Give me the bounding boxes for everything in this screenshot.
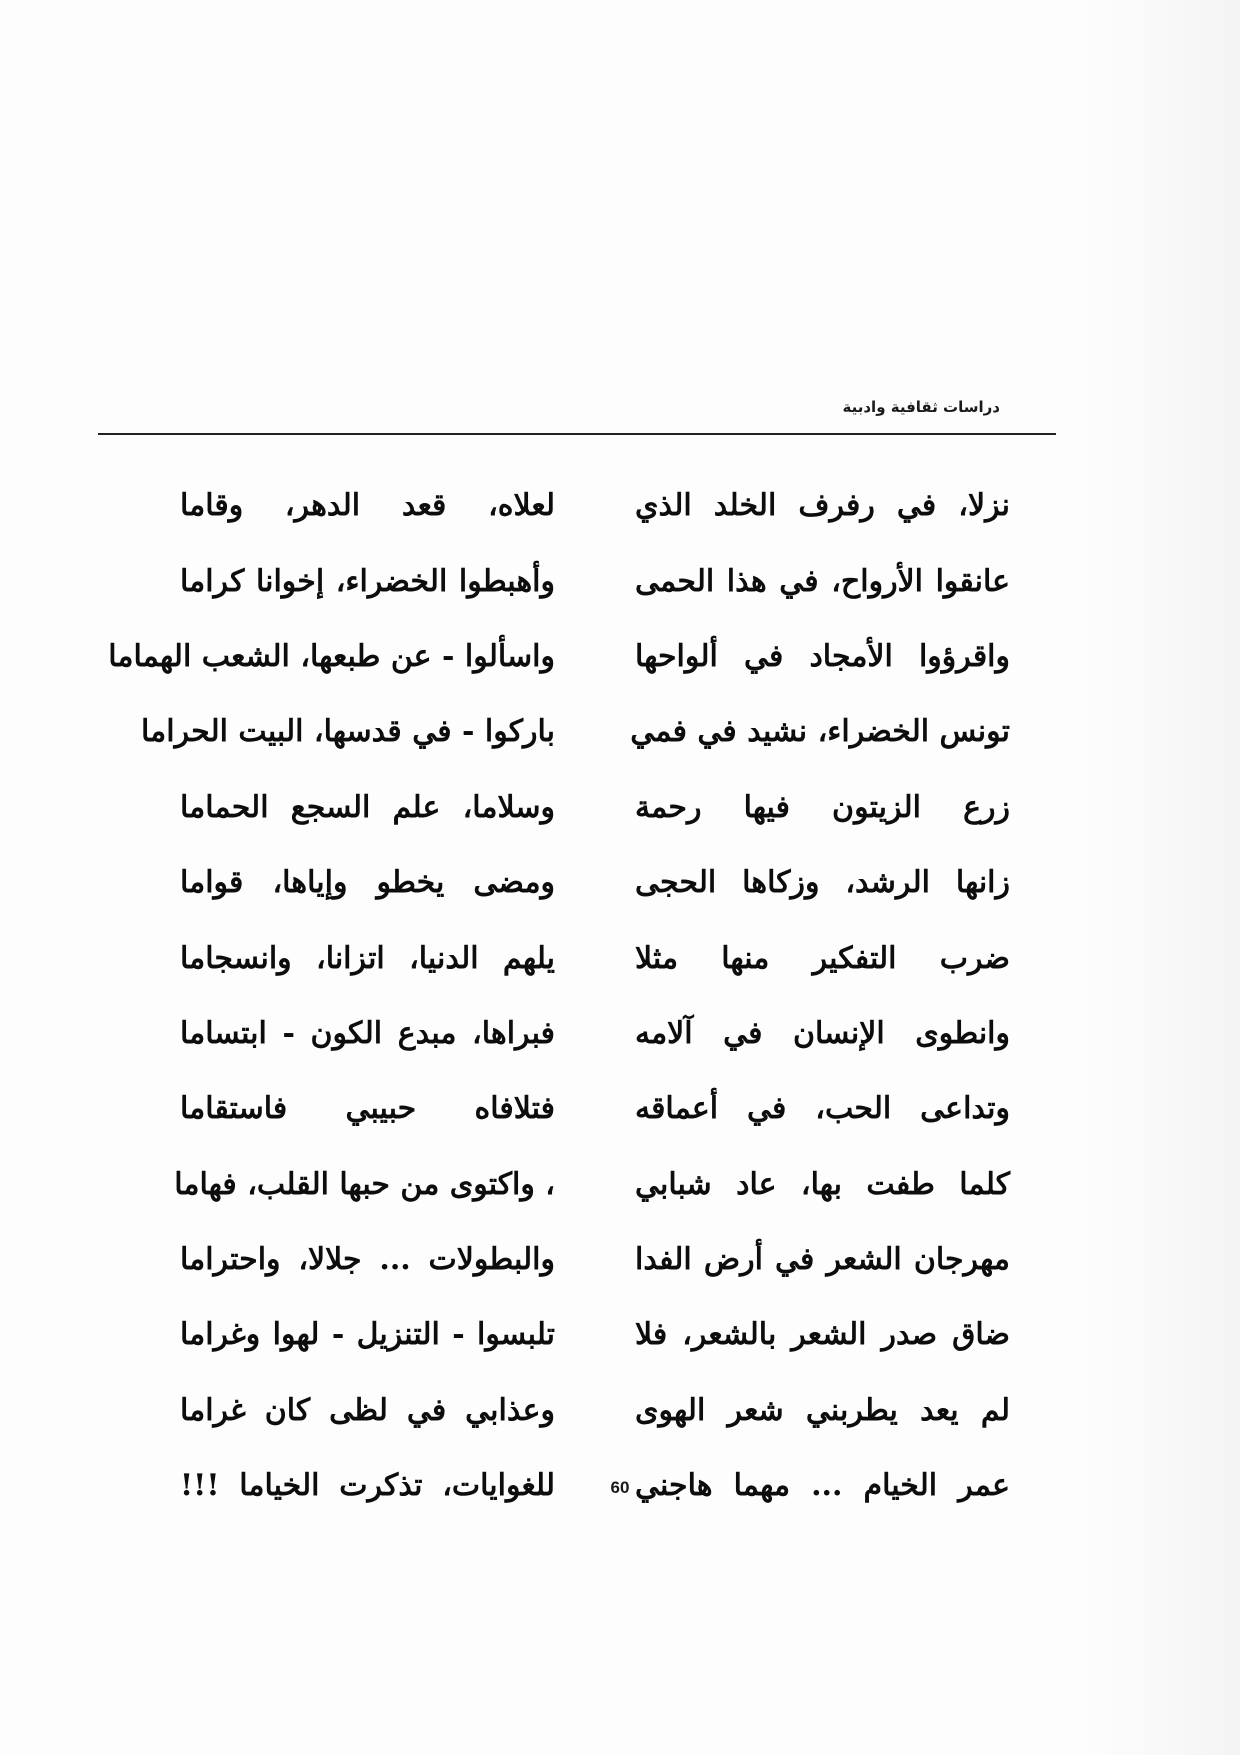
verse-second-hemistich: وعذابي في لظى كان غراما (180, 1392, 555, 1428)
verse-second-hemistich: لعلاه، قعد الدهر، وقاما (180, 488, 555, 524)
verse-first-hemistich: وتداعى الحب، في أعماقه (635, 1091, 1010, 1127)
verse-second-hemistich: تلبسوا - التنزيل - لهوا وغراما (180, 1317, 555, 1353)
verse-second-hemistich: للغوايات، تذكرت الخياما !!! (180, 1468, 555, 1504)
verse (180, 468, 1010, 543)
header-rule (98, 433, 1056, 435)
verse-first-hemistich: عمر الخيام ... مهما هاجني (635, 1468, 1010, 1504)
verse-second-hemistich: وسلاما، علم السجع الحماما (180, 789, 555, 825)
verse-second-hemistich: ومضى يخطو وإياها، قواما (180, 865, 555, 901)
verse (180, 543, 1010, 618)
verse-first-hemistich: مهرجان الشعر في أرض الفدا (635, 1242, 1010, 1278)
verse (180, 1297, 1010, 1372)
verse-first-hemistich: لم يعد يطربني شعر الهوى (635, 1392, 1010, 1428)
poem (108, 468, 1010, 1523)
verse-second-hemistich: والبطولات ... جلالا، واحتراما (180, 1242, 555, 1278)
verse (180, 1222, 1010, 1297)
verse-first-hemistich: نزلا، في رفرف الخلد الذي (635, 488, 1010, 524)
verse-second-hemistich: فتلافاه حبيبي فاستقاما (180, 1091, 555, 1127)
verse-first-hemistich: عانقوا الأرواح، في هذا الحمى (635, 563, 1010, 599)
verse-first-hemistich: واقرؤوا الأمجاد في ألواحها (635, 638, 1010, 674)
verse (180, 1071, 1010, 1146)
verse (108, 619, 1010, 694)
verse-first-hemistich: كلما طفت بها، عاد شبابي (635, 1166, 1010, 1202)
page-number: 60 (610, 1478, 630, 1497)
running-header: دراسات ثقافية وادبية (842, 398, 1000, 416)
verse (180, 1373, 1010, 1448)
verse (174, 1147, 1010, 1222)
verse-first-hemistich: زرع الزيتون فيها رحمة (635, 789, 1010, 825)
verse-first-hemistich: ضاق صدر الشعر بالشعر، فلا (635, 1317, 1010, 1353)
verse (141, 694, 1010, 769)
verse (180, 920, 1010, 995)
verse-first-hemistich: ضرب التفكير منها مثلا (635, 940, 1010, 976)
verse-second-hemistich: باركوا - في قدسها، البيت الحراما (141, 714, 555, 750)
verse-second-hemistich: واسألوا - عن طبعها، الشعب الهماما (108, 638, 555, 674)
verse-second-hemistich: ، واكتوى من حبها القلب، فهاما (174, 1166, 555, 1202)
verse (180, 996, 1010, 1071)
verse-second-hemistich: يلهم الدنيا، اتزانا، وانسجاما (180, 940, 555, 976)
verse (180, 770, 1010, 845)
verse-first-hemistich: تونس الخضراء، نشيد في فمي (630, 714, 1010, 750)
verse-first-hemistich: زانها الرشد، وزكاها الحجى (635, 865, 1010, 901)
verse-first-hemistich: وانطوى الإنسان في آلامه (635, 1015, 1010, 1051)
verse-second-hemistich: فبراها، مبدع الكون - ابتساما (180, 1015, 555, 1051)
verse-second-hemistich: وأهبطوا الخضراء، إخوانا كراما (180, 563, 555, 599)
verse (180, 845, 1010, 920)
